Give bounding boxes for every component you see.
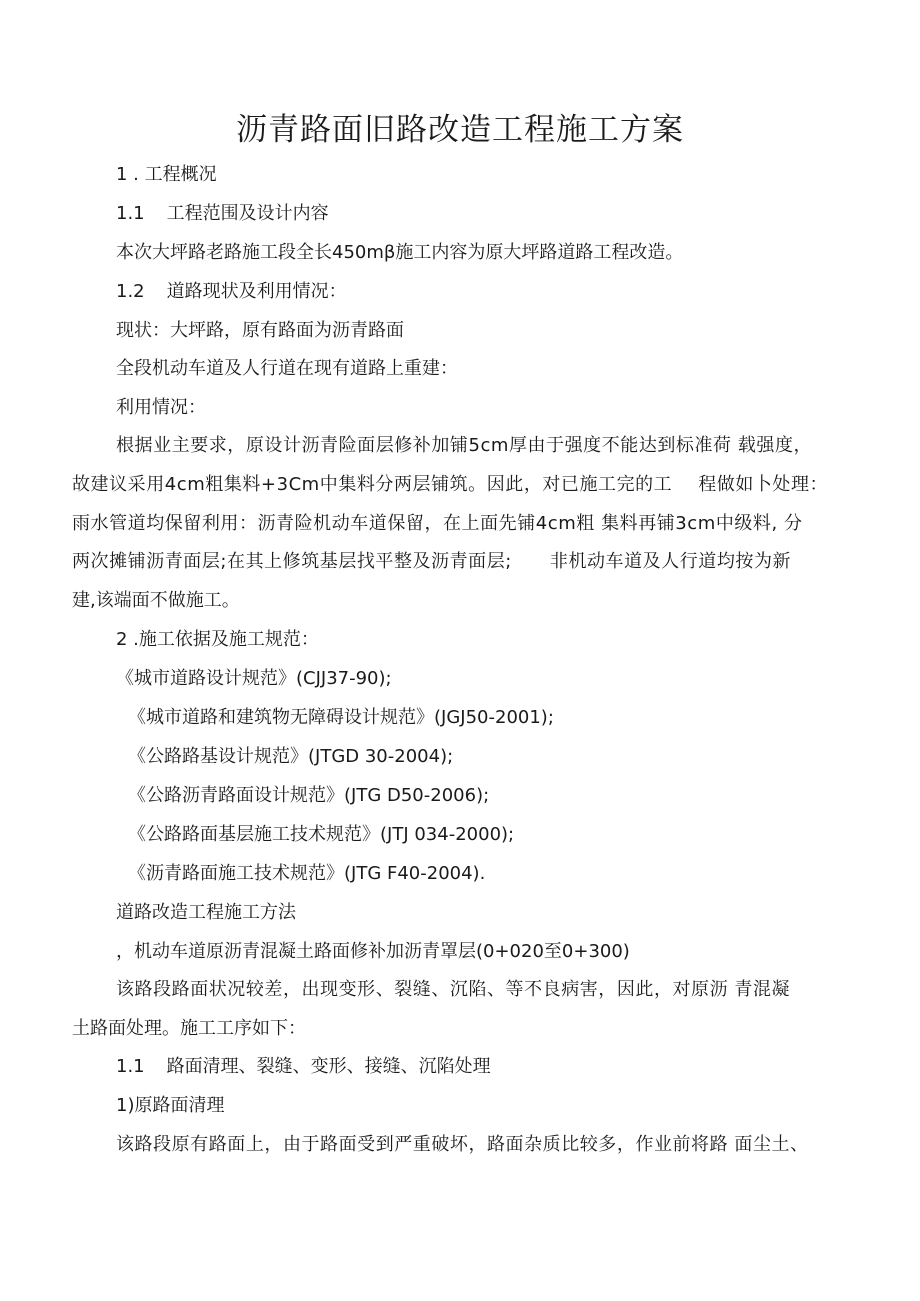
standard-item: 《公路路面基层施工技术规范》(JTJ 034-2000); (128, 824, 515, 845)
text-fragment: 故建议采用4cm粗集料+3Cm中集料分两层铺筑。因此，对已施工完的工 (72, 474, 673, 495)
section-number: 1.2 (116, 281, 145, 302)
text-fragment: 程做如卜处理： (698, 474, 829, 495)
section-1-heading: 1 . 工程概况 (116, 164, 217, 185)
step-1-paragraph: 该路段原有路面上，由于路面受到严重破坏，路面杂质比较多，作业前将路 面尘土、 (116, 1134, 809, 1155)
rebuild-line: 全段机动车道及人行道在现有道路上重建： (116, 358, 458, 379)
standard-item: 《城市道路和建筑物无障碍设计规范》(JGJ50-2001); (128, 707, 554, 728)
usage-label: 利用情况： (116, 397, 206, 418)
step-1-heading: 1)原路面清理 (116, 1095, 225, 1116)
section-2-heading: 2 .施工依据及施工规范： (116, 629, 319, 650)
text-fragment: 非机动车道及人行道均按为新 (549, 551, 792, 572)
method-subheading: ，机动车道原沥青混凝土路面修补加沥青罩层(0+020至0+300) (116, 941, 630, 962)
usage-paragraph-line: 雨水管道均保留利用：沥青险机动车道保留，在上面先铺4cm粗 集料再铺3cm中级料, 分 (72, 513, 803, 534)
text-fragment: 两次摊铺沥青面层;在其上修筑基层找平整及沥青面层; (72, 551, 512, 572)
section-title: 路面清理、裂缝、变形、接缝、沉陷处理 (166, 1056, 491, 1077)
usage-paragraph-line: 建,该端面不做施工。 (72, 590, 240, 611)
method-paragraph-line: 土路面处理。施工工序如下： (72, 1018, 306, 1039)
usage-paragraph-line (72, 472, 862, 498)
document-title: 沥青路面旧路改造工程施工方案 (236, 112, 684, 148)
usage-paragraph-line: 根据业主要求，原设计沥青险面层修补加铺5cm厚由于强度不能达到标准荷 载强度， (116, 435, 813, 456)
section-number: 1.1 (116, 1056, 145, 1077)
section-title: 工程范围及设计内容 (166, 203, 329, 224)
section-1-2-heading (116, 279, 906, 305)
method-paragraph-line: 该路段路面状况较差，出现变形、裂缝、沉陷、等不良病害，因此，对原沥 青混凝 (116, 979, 791, 1000)
status-line: 现状：大坪路，原有路面为沥青路面 (116, 320, 404, 341)
section-1-1-heading (116, 201, 906, 227)
section-number: 1.1 (116, 203, 145, 224)
standard-item: 《公路路基设计规范》(JTGD 30-2004); (128, 746, 454, 767)
scope-paragraph: 本次大坪路老路施工段全长450mβ施工内容为原大坪路道路工程改造。 (116, 242, 684, 263)
standard-item: 《沥青路面施工技术规范》(JTG F40-2004). (128, 863, 486, 884)
method-heading: 道路改造工程施工方法 (116, 902, 296, 923)
standard-item: 《公路沥青路面设计规范》(JTG D50-2006); (128, 785, 490, 806)
method-1-1-heading (116, 1054, 906, 1080)
section-title: 道路现状及利用情况： (166, 281, 347, 302)
standard-item: 《城市道路设计规范》(CJJ37-90); (116, 668, 392, 689)
usage-paragraph-line (72, 549, 862, 575)
